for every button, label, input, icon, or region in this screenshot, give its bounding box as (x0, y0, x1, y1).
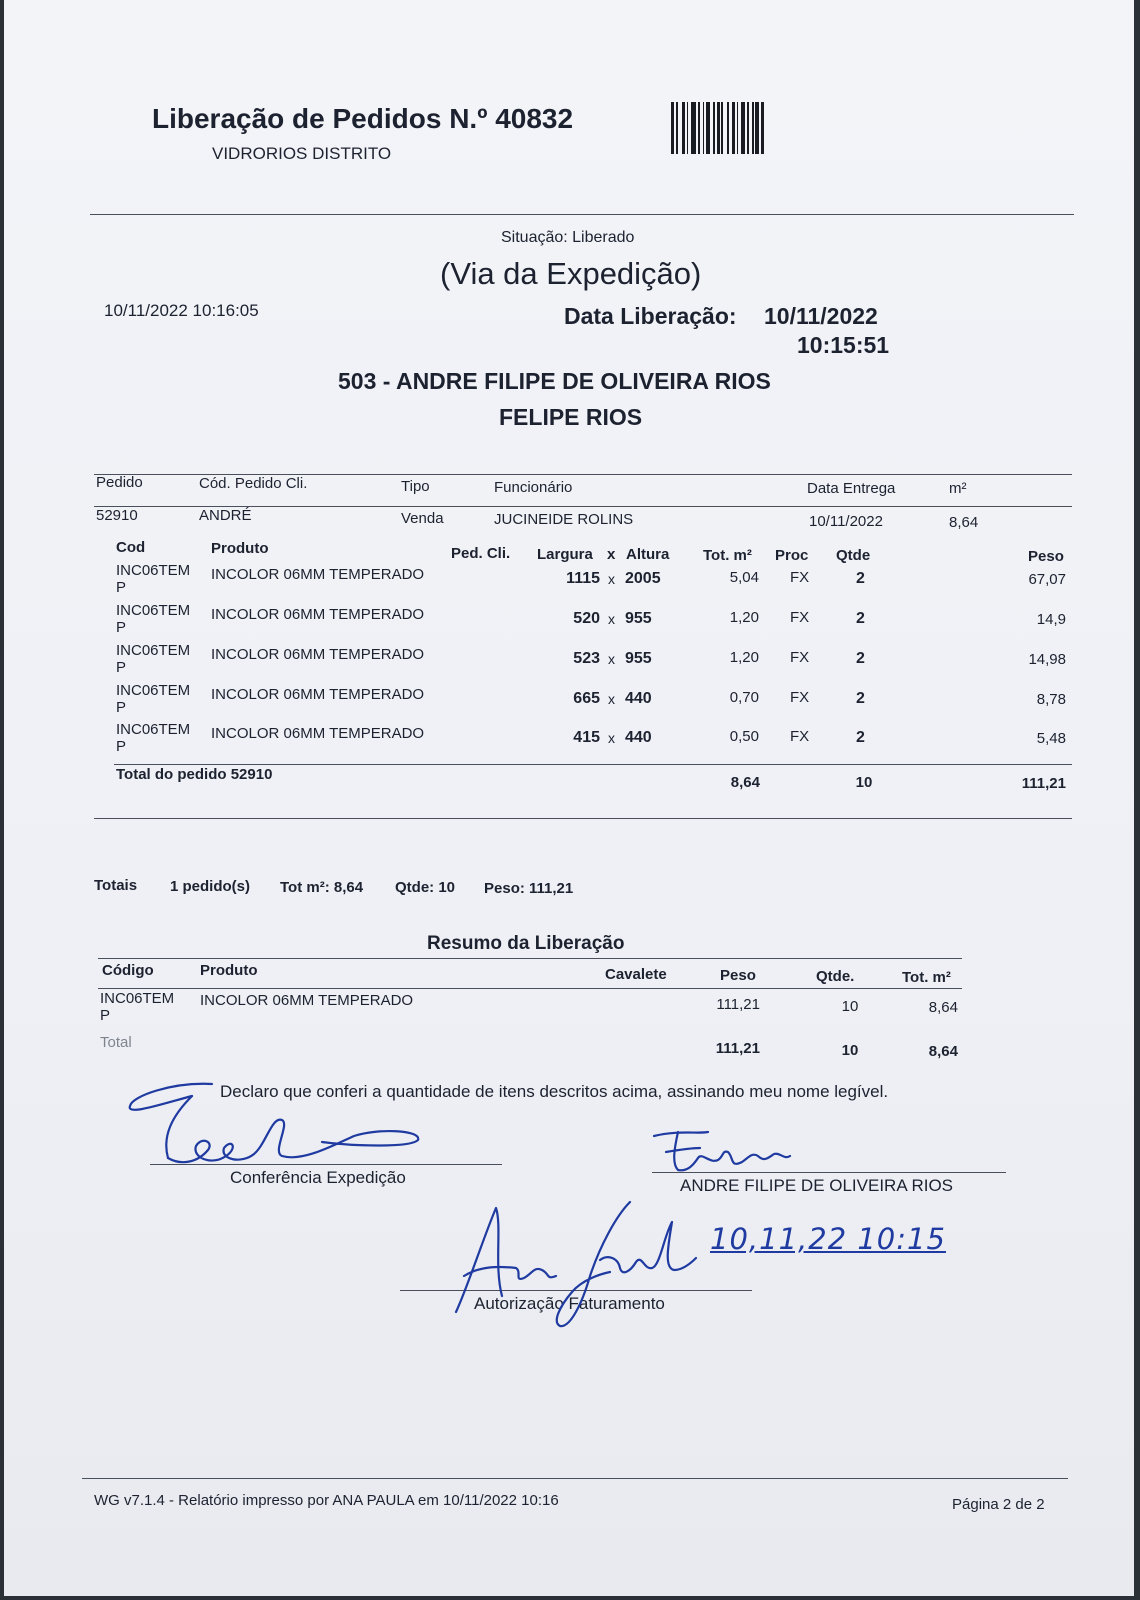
item-qtde: 2 (856, 610, 865, 627)
summary-col-qtde: Qtde. (816, 968, 855, 985)
item-code-line2: P (116, 579, 127, 596)
client-name: 503 - ANDRE FILIPE DE OLIVEIRA RIOS (338, 368, 771, 394)
items-col-tot-m2: Tot. m² (703, 547, 752, 564)
copy-type: (Via da Expedição) (440, 256, 702, 291)
items-col-produto: Produto (211, 540, 269, 557)
item-proc: FX (790, 569, 810, 586)
items-col-largura: Largura (537, 546, 593, 563)
col-tipo: Tipo (401, 478, 430, 495)
footer-rule (82, 1478, 1068, 1479)
col-m2: m² (949, 480, 967, 497)
items-col-x: x (607, 546, 616, 563)
document-title: Liberação de Pedidos N.º 40832 (152, 103, 574, 134)
item-qtde: 2 (856, 570, 865, 587)
item-code-line2: P (116, 738, 127, 755)
barcode (671, 102, 849, 154)
summary-row-tot-m2: 8,64 (928, 999, 958, 1016)
item-tot-m2: 1,20 (729, 649, 759, 666)
item-x: x (608, 691, 615, 707)
item-qtde: 2 (856, 690, 865, 707)
item-code (116, 682, 190, 716)
value-funcionario: JUCINEIDE ROLINS (494, 511, 634, 528)
totals-m2: Tot m²: 8,64 (280, 879, 364, 896)
summary-title: Resumo da Liberação (427, 933, 625, 954)
totals-label: Totais (94, 877, 138, 894)
value-cod-pedido-cli: ANDRÉ (199, 507, 252, 524)
item-code (116, 721, 190, 755)
summary-header-rule (98, 988, 962, 989)
printed-timestamp: 10/11/2022 10:16:05 (104, 301, 259, 320)
summary-row-code (100, 990, 174, 1024)
item-proc: FX (790, 728, 810, 745)
item-code-line2: P (116, 659, 127, 676)
order-total-rule (114, 764, 1072, 765)
item-altura: 440 (625, 729, 652, 746)
item-proc: FX (790, 649, 810, 666)
items-col-proc: Proc (775, 547, 809, 564)
item-tot-m2: 1,20 (729, 609, 759, 626)
item-code (116, 562, 190, 596)
item-qtde: 2 (856, 729, 865, 746)
header-divider (90, 214, 1074, 215)
item-altura: 2005 (625, 570, 661, 587)
order-block-bottom-rule (94, 818, 1072, 819)
document-page (4, 0, 1134, 1596)
items-col-cod: Cod (116, 539, 146, 556)
release-time: 10:15:51 (797, 332, 890, 358)
col-funcionario: Funcionário (494, 479, 573, 496)
item-code-line1: INC06TEM (116, 721, 191, 738)
item-x: x (608, 651, 615, 667)
signature-label-cliente: ANDRE FILIPE DE OLIVEIRA RIOS (680, 1176, 954, 1195)
order-total-qtde: 10 (855, 774, 873, 791)
item-tot-m2: 5,04 (729, 569, 759, 586)
order-total-peso: 111,21 (1021, 775, 1066, 792)
item-x: x (608, 611, 615, 627)
item-peso: 14,9 (1036, 611, 1066, 628)
release-date: 10/11/2022 (764, 303, 878, 329)
item-tot-m2: 0,50 (729, 728, 759, 745)
item-altura: 440 (625, 690, 652, 707)
col-pedido: Pedido (96, 474, 143, 491)
declaration-text: Declaro que conferi a quantidade de itens descritos acima, assinando meu nome legível. (220, 1082, 889, 1101)
item-x: x (608, 730, 615, 746)
footer-printed-by: WG v7.1.4 - Relatório impresso por ANA PAULA em 10/11/2022 10:16 (94, 1492, 559, 1509)
item-largura: 665 (573, 690, 600, 707)
item-largura: 415 (573, 729, 600, 746)
release-date-label: Data Liberação: (564, 303, 737, 329)
totals-qtde: Qtde: 10 (395, 879, 456, 896)
status-text: Situação: Liberado (501, 229, 635, 246)
item-peso: 8,78 (1036, 691, 1066, 708)
item-code (116, 642, 190, 676)
item-x: x (608, 571, 615, 587)
signature-autorizacao (450, 1196, 700, 1336)
item-code-line1: INC06TEM (116, 642, 191, 659)
page-number: Página 2 de 2 (952, 1496, 1045, 1513)
company-name: VIDRORIOS DISTRITO (212, 144, 392, 163)
summary-total-label: Total (100, 1034, 132, 1051)
summary-col-tot-m2: Tot. m² (902, 969, 951, 986)
item-proc: FX (790, 689, 810, 706)
summary-col-peso: Peso (720, 967, 756, 984)
summary-total-tot-m2: 8,64 (928, 1043, 958, 1060)
item-proc: FX (790, 609, 810, 626)
summary-row-peso: 111,21 (716, 996, 760, 1013)
totals-peso: Peso: 111,21 (484, 880, 574, 897)
summary-row-code-line1: INC06TEM (100, 990, 175, 1007)
item-code-line1: INC06TEM (116, 562, 191, 579)
summary-row-qtde: 10 (841, 998, 859, 1015)
item-product: INCOLOR 06MM TEMPERADO (211, 725, 425, 742)
item-largura: 523 (573, 650, 600, 667)
summary-col-codigo: Código (102, 962, 154, 979)
item-altura: 955 (625, 650, 652, 667)
items-col-qtde: Qtde (836, 547, 871, 564)
client-alias: FELIPE RIOS (499, 404, 643, 430)
item-largura: 520 (573, 610, 600, 627)
item-largura: 1115 (566, 570, 600, 587)
item-peso: 5,48 (1036, 730, 1066, 747)
item-altura: 955 (625, 610, 652, 627)
summary-row-product: INCOLOR 06MM TEMPERADO (200, 992, 414, 1009)
signature-cliente (648, 1124, 808, 1184)
item-code-line1: INC06TEM (116, 682, 191, 699)
value-data-entrega: 10/11/2022 (809, 513, 883, 530)
value-tipo: Venda (401, 510, 444, 527)
signature-label-autorizacao: Autorização Faturamento (474, 1294, 665, 1313)
item-product: INCOLOR 06MM TEMPERADO (211, 606, 425, 623)
items-col-peso: Peso (1028, 548, 1064, 565)
handwritten-date: 10,11,22 10:15 (710, 1222, 946, 1256)
items-col-altura: Altura (626, 546, 670, 563)
summary-row-code-line2: P (100, 1007, 111, 1024)
barcode-bar (761, 102, 764, 154)
item-code (116, 602, 190, 636)
summary-top-rule (98, 958, 962, 959)
value-m2: 8,64 (949, 514, 979, 531)
summary-col-produto: Produto (200, 962, 258, 979)
item-peso: 14,98 (1028, 651, 1066, 668)
col-data-entrega: Data Entrega (807, 480, 896, 497)
items-col-ped-cli: Ped. Cli. (451, 545, 511, 562)
order-total-m2: 8,64 (730, 774, 760, 791)
signature-conferencia (122, 1076, 442, 1186)
value-pedido: 52910 (96, 507, 138, 524)
item-product: INCOLOR 06MM TEMPERADO (211, 646, 425, 663)
signature-label-conferencia: Conferência Expedição (230, 1168, 406, 1187)
totals-orders: 1 pedido(s) (170, 878, 251, 895)
summary-total-qtde: 10 (841, 1042, 859, 1059)
item-code-line1: INC06TEM (116, 602, 191, 619)
item-code-line2: P (116, 699, 127, 716)
col-cod-pedido-cli: Cód. Pedido Cli. (199, 475, 308, 492)
item-code-line2: P (116, 619, 127, 636)
item-peso: 67,07 (1028, 571, 1066, 588)
order-total-label: Total do pedido 52910 (116, 766, 273, 783)
summary-col-cavalete: Cavalete (605, 966, 667, 983)
item-tot-m2: 0,70 (729, 689, 759, 706)
item-qtde: 2 (856, 650, 865, 667)
item-product: INCOLOR 06MM TEMPERADO (211, 566, 425, 583)
item-product: INCOLOR 06MM TEMPERADO (211, 686, 425, 703)
summary-total-peso: 111,21 (715, 1040, 760, 1057)
